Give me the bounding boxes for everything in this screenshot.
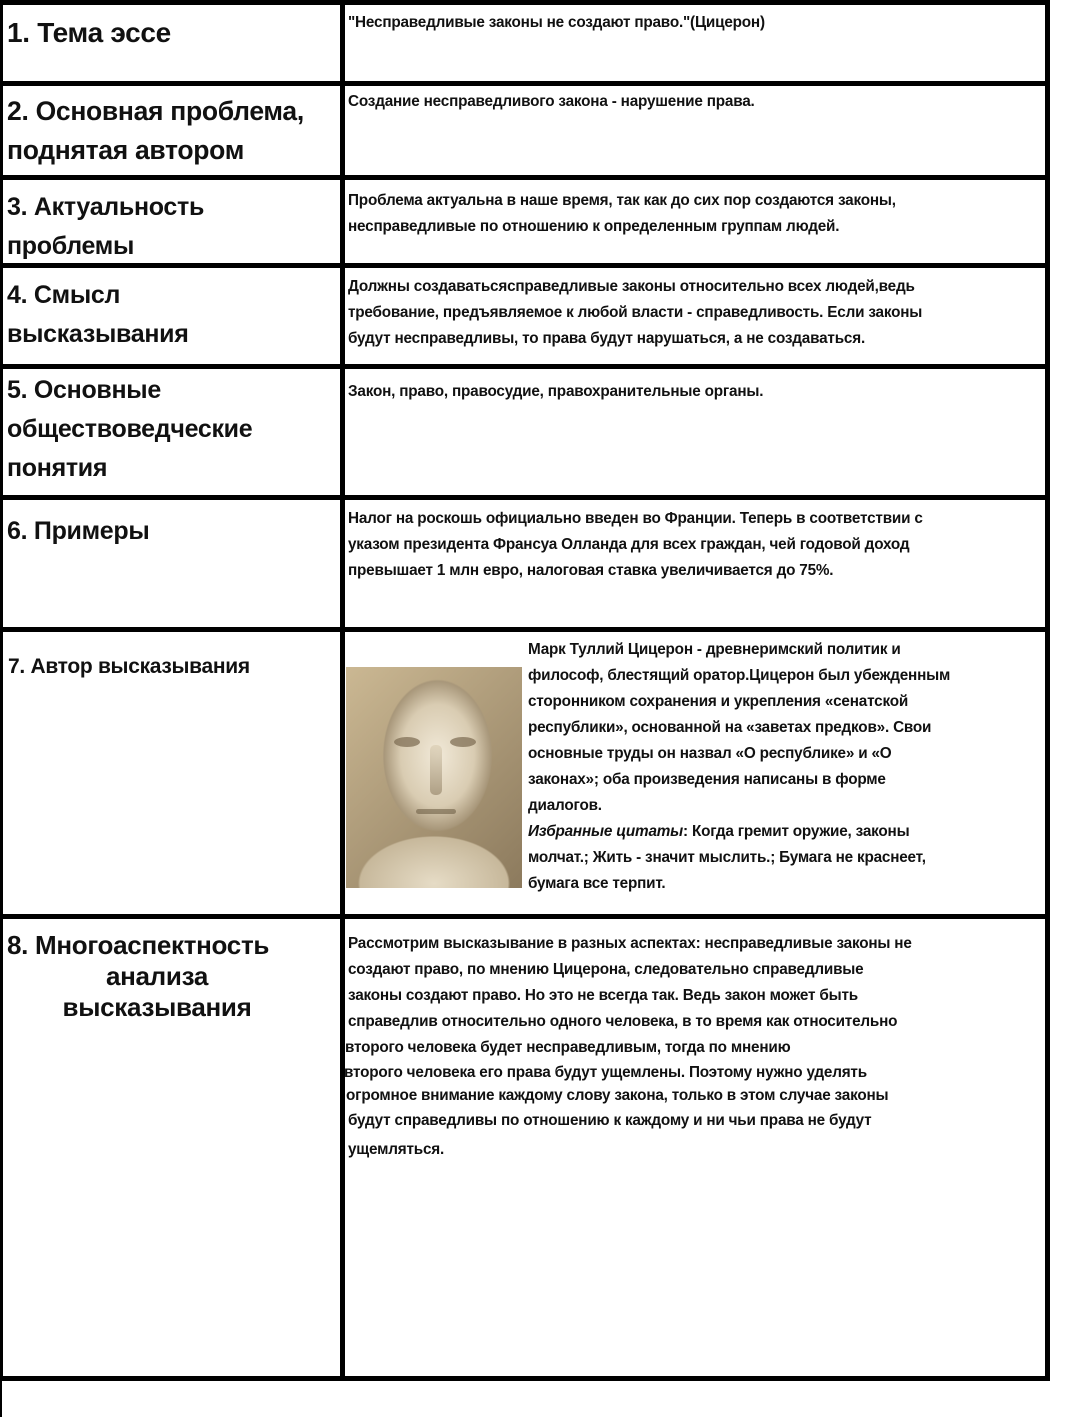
label-essay-topic: 1. Тема эссе [7,17,171,48]
quotes-label: Избранные цитаты [528,823,684,840]
table-border-top [0,0,1050,5]
value-examples: Налог на роскошь официально введен во Франции. Теперь в соответствии с указом президента Франсуа Олланда для всех граждан, чей годовой доход превышает 1 млн евро, налоговая ставка увеличивается до 75%. [348,510,923,579]
label-meaning: 4. Смысл высказывания [7,281,189,348]
row-divider [0,627,1050,632]
label-relevance: 3. Актуальность проблемы [7,193,205,260]
table-border-bottom [0,1376,1050,1381]
value-multiaspect: Рассмотрим высказывание в разных аспектах: несправедливые законы не создают право, по мнению Цицерона, следовательно справедливые законы создают право. Но это не всегда так. Ведь закон может быть справедлив относительно одного человека, в то время как относительно второго человека будет несправедливым, тогда по мнению второго человека его права будут ущемлены. Поэтому нужно уделять огромное внимание каждому слову закона, только в этом случае законы будут справедливы по отношению к каждому и ни чьи права не будут ущемляться. [344,935,912,1158]
value-relevance: Проблема актуальна в наше время, так как до сих пор создаются законы, несправедливые по отношению к определенным группам людей. [348,192,896,235]
bust-face [386,737,486,767]
label-author: 7. Автор высказывания [8,655,250,678]
value-main-problem: Создание несправедливого закона - нарушение права. [348,93,755,110]
label-multiaspect: 8. Многоаспектность анализа высказывания [7,930,270,1022]
value-author: Марк Туллий Цицерон - древнеримский политик и философ, блестящий оратор.Цицерон был убежденным сторонником сохранения и укрепления «сенатской республики», основанной на «заветах предков». Свои основные труды он назвал «О республике» и «О законах»; оба произведения написаны в форме диалогов. Избранные цитаты: Когда гремит оружие, законы молчат.; Жить - значит мыслить.; Бумага не краснеет, бумага все терпит. [528,641,951,892]
label-concepts: 5. Основные обществоведческие понятия [7,376,253,482]
value-concepts: Закон, право, правосудие, правохранительные органы. [348,383,764,400]
table-border-left [0,0,3,1381]
row-divider [0,364,1050,369]
label-main-problem: 2. Основная проблема, поднятая автором [7,96,304,165]
label-examples: 6. Примеры [7,517,150,545]
value-essay-topic: "Несправедливые законы не создают право."(Цицерон) [348,14,765,31]
row-divider [0,81,1050,86]
row-divider [0,495,1050,500]
column-divider [340,0,345,1381]
cicero-bust-image [346,667,522,888]
row-divider [0,175,1050,180]
row-divider [0,914,1050,919]
value-meaning: Должны создаватьсясправедливые законы относительно всех людей,ведь требование, предъявляемое к любой власти - справедливость. Если законы будут несправедливы, то права будут нарушаться, а не создаваться. [348,278,923,347]
outer-left-edge [0,1381,2,1417]
